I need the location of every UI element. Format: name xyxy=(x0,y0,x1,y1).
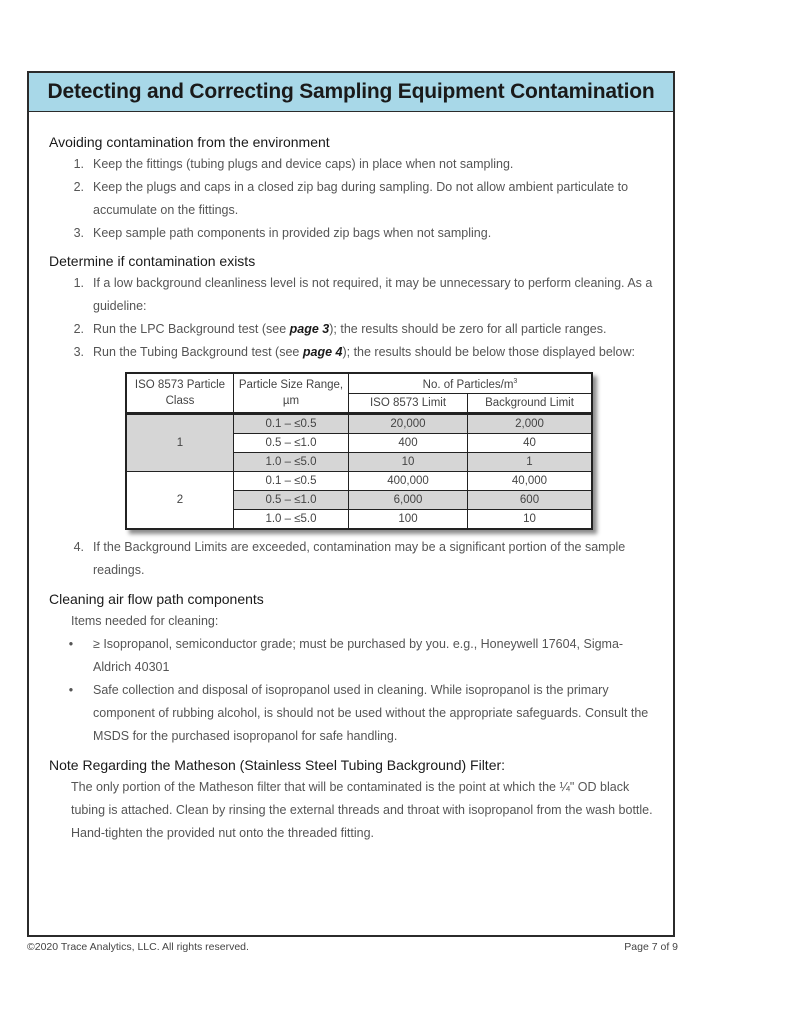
section-heading: Avoiding contamination from the environment xyxy=(49,134,330,150)
list-item: 1. Keep the fittings (tubing plugs and device caps) in place when not sampling. xyxy=(73,157,514,171)
page-3-reference[interactable]: page 3 xyxy=(289,322,330,336)
list-item: 2. Keep the plugs and caps in a closed zip bag during sampling. Do not allow ambient particulate to accumulate on the fittings. xyxy=(73,180,629,217)
list-item: 3. Run the Tubing Background test (see page 4); the results should be below those displayed below: xyxy=(73,345,636,359)
page-4-reference[interactable]: page 4 xyxy=(302,345,343,359)
list-item: 3. Keep sample path components in provided zip bags when not sampling. xyxy=(73,226,492,240)
section-heading: Cleaning air flow path components xyxy=(49,590,264,607)
list-item: 2. Run the LPC Background test (see page 3); the results should be zero for all particle ranges. xyxy=(73,322,607,336)
avoid-steps-list xyxy=(49,153,657,245)
table-row: 1.0 – ≤5.0 10 1 xyxy=(126,452,592,471)
main-content xyxy=(49,131,657,845)
table-row: 1.0 – ≤5.0 100 10 xyxy=(126,509,592,529)
determine-steps-list xyxy=(49,272,657,364)
title-banner xyxy=(29,73,673,112)
note-paragraph: The only portion of the Matheson filter that will be contaminated is the point at which the ¼" OD black tubing is attached. Clean by rinsing the external threads and throat with isopropanol from the wash bottle. xyxy=(71,779,653,817)
determine-steps-list-cont xyxy=(49,536,657,582)
class-cell: 1 xyxy=(126,413,234,471)
table-row: 0.5 – ≤1.0 400 40 xyxy=(126,433,592,452)
bullet-icon: • xyxy=(68,682,74,697)
section-matheson-note xyxy=(49,754,657,845)
header-background-limit: Background Limit xyxy=(468,393,593,413)
list-item: • Safe collection and disposal of isopropanol used in cleaning. While isopropanol is the primary component of rubbing alcohol, is should not be used without the appropriate safeguards. Consult the MSDS for the purchased isopropanol for safe handling. xyxy=(49,679,657,748)
section-heading: Note Regarding the Matheson (Stainless Steel Tubing Background) Filter: xyxy=(49,756,506,773)
bullet-icon: • xyxy=(68,636,74,651)
list-item: 1. If a low background cleanliness level is not required, it may be unnecessary to perform cleaning. As a guideline: xyxy=(73,276,653,313)
header-size-range: Particle Size Range, µm xyxy=(234,373,349,413)
page-number: Page 7 of 9 xyxy=(624,941,678,953)
section-avoiding-contamination xyxy=(49,131,657,245)
background-limits-table xyxy=(125,372,593,530)
class-cell: 2 xyxy=(126,471,234,529)
header-iso-limit: ISO 8573 Limit xyxy=(349,393,468,413)
list-item: 4. If the Background Limits are exceeded, contamination may be a significant portion of the sample readings. xyxy=(73,539,626,577)
items-needed-list xyxy=(49,633,657,748)
page-footer xyxy=(27,941,678,953)
header-particles-per-m3: No. of Particles/$m^3$ xyxy=(349,373,593,393)
page-title: Detecting and Correcting Sampling Equipment Contamination xyxy=(47,80,655,103)
table-row: 1 0.1 – ≤0.5 20,000 2,000 xyxy=(126,413,592,433)
copyright-text: ©2020 Trace Analytics, LLC. All rights reserved. xyxy=(27,941,249,953)
content-frame xyxy=(27,71,675,937)
list-item: • ≥ Isopropanol, semiconductor grade; must be purchased by you. e.g., Honeywell 17604, Sigma-Aldrich 40301 xyxy=(49,633,657,679)
items-needed-intro: Items needed for cleaning: xyxy=(71,613,219,628)
table-row: 0.5 – ≤1.0 6,000 600 xyxy=(126,490,592,509)
section-heading: Determine if contamination exists xyxy=(49,253,256,269)
note-paragraph: Hand-tighten the provided nut onto the threaded fitting. xyxy=(71,825,374,840)
section-cleaning-components xyxy=(49,588,657,748)
section-determine-contamination xyxy=(49,250,657,582)
header-particle-class: ISO 8573 Particle Class xyxy=(126,373,234,413)
table-row: 2 0.1 – ≤0.5 400,000 40,000 xyxy=(126,471,592,490)
